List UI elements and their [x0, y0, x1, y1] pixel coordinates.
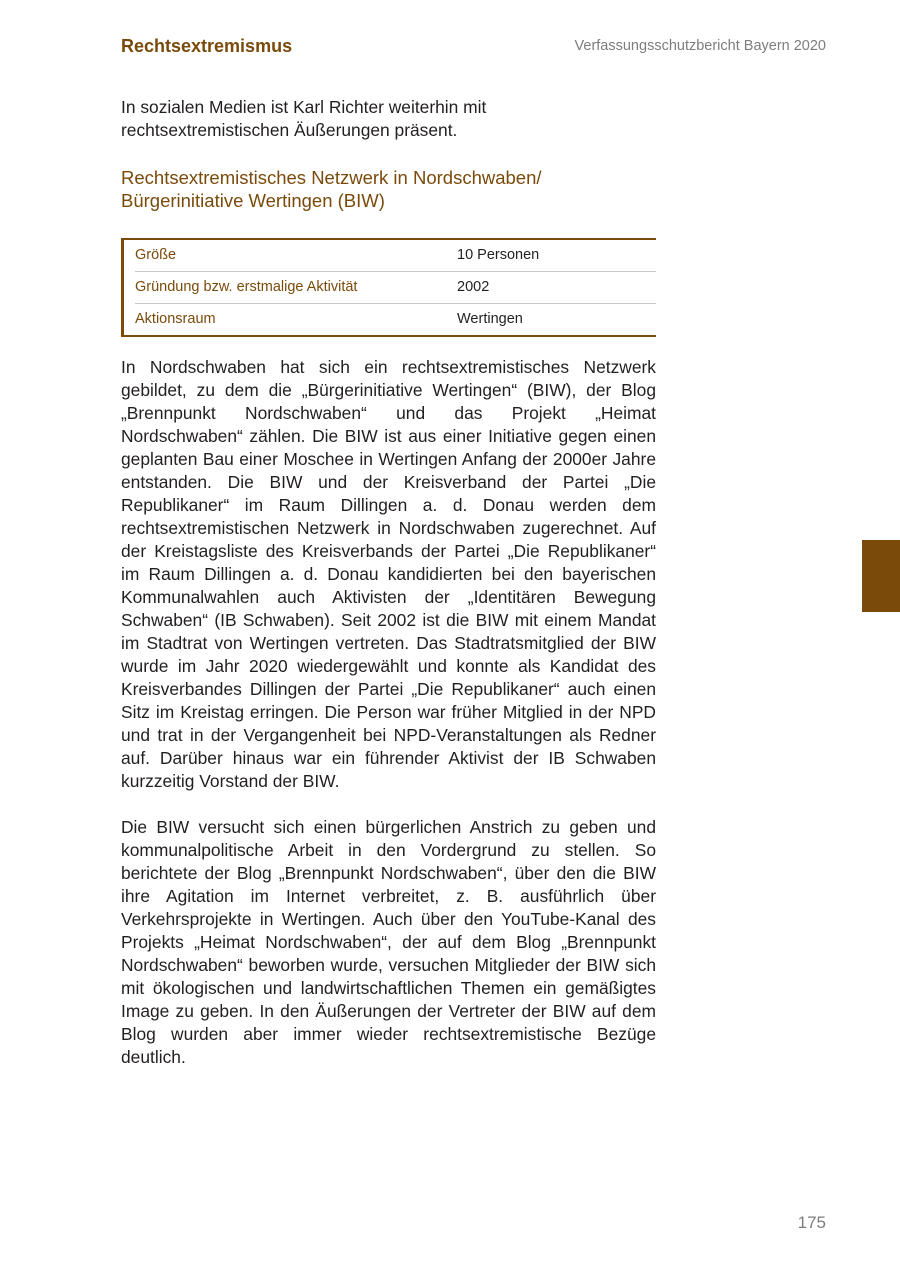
running-head-report-title: Verfassungsschutzbericht Bayern 2020 — [574, 38, 826, 54]
section-heading-line-1: Rechtsextremistisches Netzwerk in Nordschwaben/ — [121, 167, 542, 188]
page-content — [121, 96, 656, 1069]
chapter-thumb-tab — [862, 540, 900, 612]
body-paragraph-2: Die BIW versucht sich einen bürgerlichen Anstrich zu geben und kommunalpolitische Arbeit in den Vordergrund zu stellen. So berichtete der Blog „Brennpunkt Nordschwaben“, über den die BIW ihre Agitation im Internet verbreitet, z. B. ausführlich über Verkehrsprojekte in Wertingen. Auch über den YouTube-Kanal des Projekts „Heimat Nordschwaben“, der auf dem Blog „Brennpunkt Nordschwaben“ beworben wurde, versuchen Mitglieder der BIW sich mit ökologischen und landwirtschaftlichen Themen ein gemäßigtes Image zu geben. In den Äußerungen der Vertreter der BIW auf dem Blog wurden aber immer wieder rechtsextremistische Bezüge deutlich. — [121, 817, 656, 1067]
info-value: 2002 — [457, 279, 490, 295]
info-row-founding — [135, 272, 656, 304]
section-heading — [121, 166, 656, 212]
body-paragraph-1: In Nordschwaben hat sich ein rechtsextremistisches Netzwerk gebildet, zu dem die „Bürgerinitiative Wertingen“ (BIW), der Blog „Brennpunkt Nordschwaben“ und das Projekt „Heimat Nordschwaben“ zählen. Die BIW ist aus einer Initiative gegen einen geplanten Bau einer Moschee in Wertingen Anfang der 2000er Jahre entstanden. Die BIW und der Kreisverband der Partei „Die Republikaner“ im Raum Dillingen a. d. Donau werden dem rechtsextremistischen Netzwerk in Nordschwaben zugerechnet. Auf der Kreistagsliste des Kreisverbands der Partei „Die Republikaner“ im Raum Dillingen a. d. Donau kandidierten bei den bayerischen Kommunalwahlen auch Aktivisten der „Identitären Bewegung Schwaben“ (IB Schwaben). Seit 2002 ist die BIW mit einem Mandat im Stadtrat von Wertingen vertreten. Das Stadtratsmitglied der BIW wurde im Jahr 2020 wiedergewählt und konnte als Kandidat des Kreisverbandes Dillingen der Partei „Die Republikaner“ auch einen Sitz im Kreistag erringen. Die Person war früher Mitglied in der NPD und trat in der Vergangenheit bei NPD-Veranstaltungen als Redner auf. Darüber hinaus war ein führender Aktivist der IB Schwaben kurzzeitig Vorstand der BIW. — [121, 357, 656, 791]
info-row-size — [135, 240, 656, 272]
section-heading-line-2: Bürgerinitiative Wertingen (BIW) — [121, 190, 385, 211]
info-value: Wertingen — [457, 311, 523, 327]
info-table — [121, 238, 656, 337]
running-head-chapter: Rechtsextremismus — [121, 36, 293, 56]
info-value: 10 Personen — [457, 247, 540, 263]
info-label: Aktionsraum — [135, 311, 216, 327]
info-label: Gründung bzw. erstmalige Aktivität — [135, 279, 358, 295]
info-label: Größe — [135, 247, 177, 263]
intro-paragraph: In sozialen Medien ist Karl Richter weiterhin mit rechtsextremistischen Äußerungen präsent. — [121, 97, 487, 140]
info-row-area — [135, 304, 656, 335]
page-number: 175 — [797, 1213, 826, 1232]
